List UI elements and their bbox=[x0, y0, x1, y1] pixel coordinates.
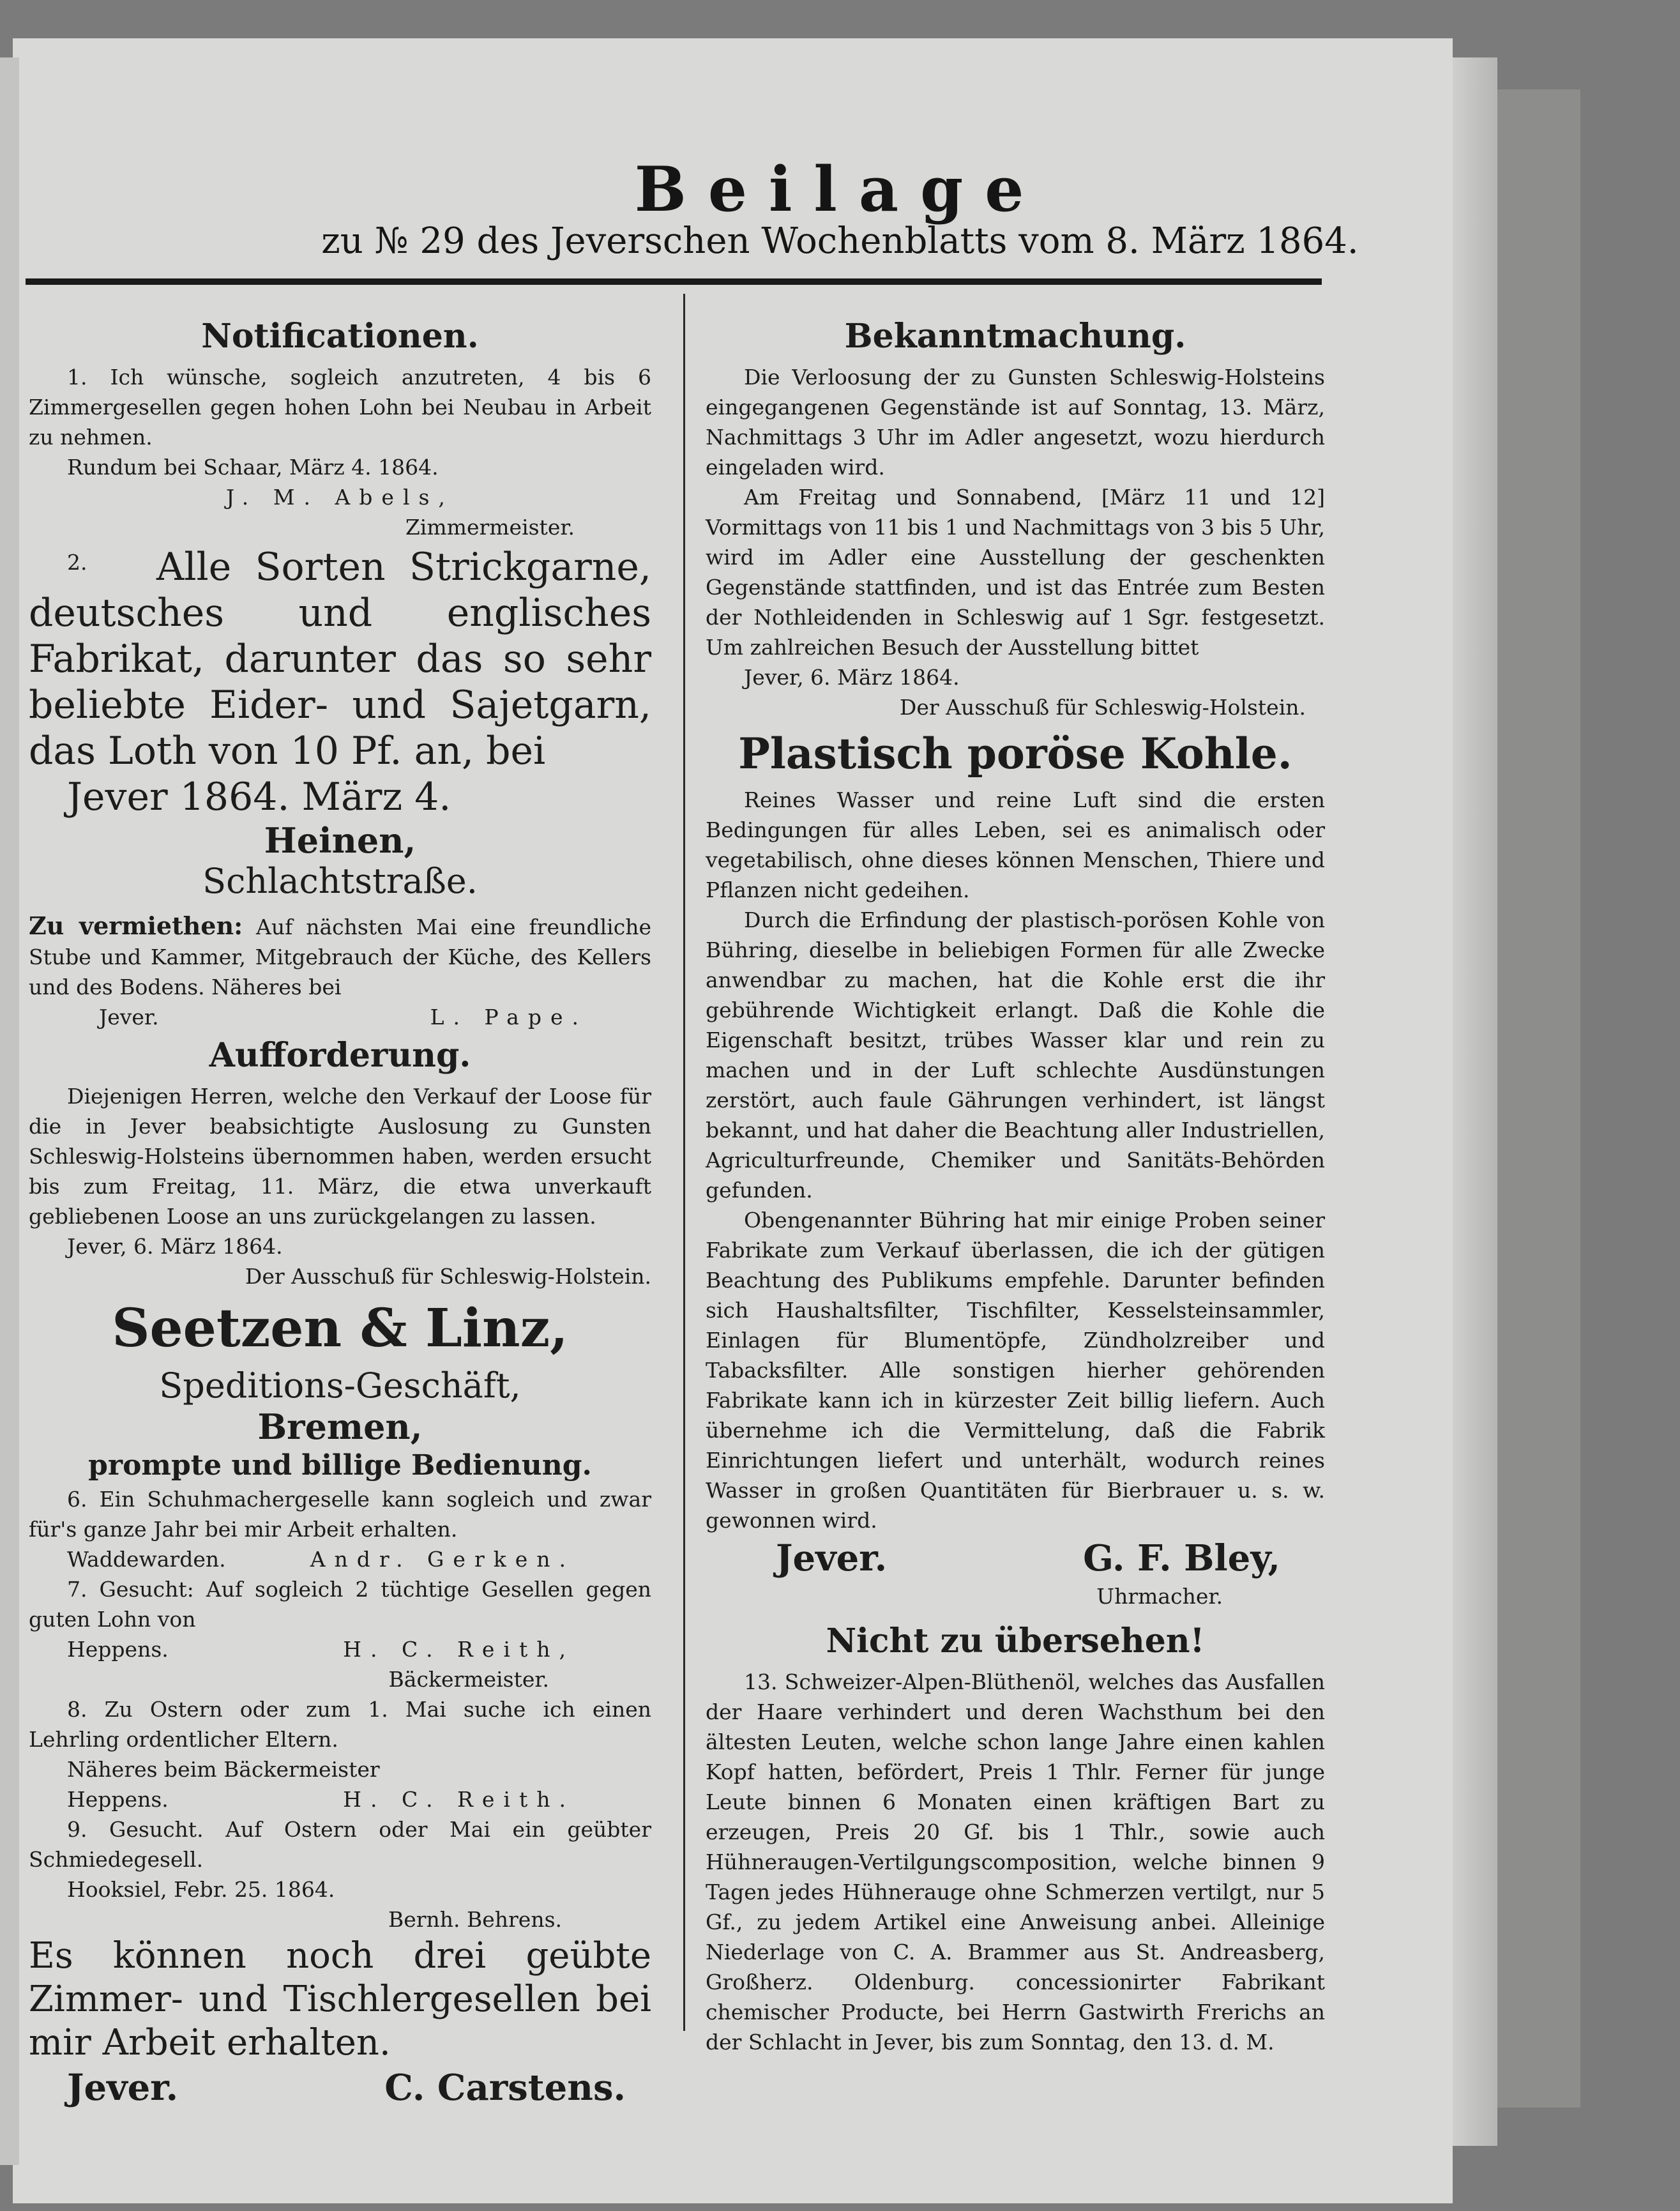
aufforderung-date: Jever, 6. März 1864. bbox=[67, 1234, 283, 1259]
notice-2-text: Alle Sorten Strickgarne, deutsches und englisches Fabrikat, darunter das so sehr beliebte Eider- und Sajetgarn, das Loth von 10 Pf. an, bei bbox=[29, 545, 651, 773]
page-subtitle: zu № 29 des Jeverschen Wochenblatts vom 8. März 1864. bbox=[321, 220, 1359, 262]
carpenters-place: Jever. bbox=[67, 2067, 179, 2109]
kohle-heading: Plastisch poröse Kohle. bbox=[738, 729, 1292, 779]
notice-8-name: H. C. Reith. bbox=[343, 1787, 575, 1812]
notice-2-street: Schlachtstraße. bbox=[202, 861, 478, 901]
bekanntmachung-p1: Die Verloosung der zu Gunsten Schleswig-Holsteins eingegangenen Gegenstände ist auf Sonntag, 13. März, Nachmittags 3 Uhr im Adler angesetzt, wozu hierdurch eingeladen wird. bbox=[706, 365, 1325, 480]
notice-13-text: 13. Schweizer-Alpen-Blüthenöl, welches das Ausfallen der Haare verhindert und deren Wachsthum bei den ältesten Leuten, welche schon lange Jahre einen kahlen Kopf hatten, befördert, Preis 1 Thlr. Ferner für junge Leute binnen 6 Monaten einen kräftigen Bart zu erzeugen, Preis 20 Gf. bis 1 Thlr., sowie auch Hühneraugen-Vertilgungscomposition, welche binnen 9 Tagen jedes Hühnerauge ohne Schmerzen vertilgt, nur 5 Gf., zu jedem Artikel eine Anweisung anbei. Alleinige Niederlage von C. A. Brammer aus St. Andreasberg, Großherz. Oldenburg. concessionirter Fabrikant chemischer Producte, bei Herrn Gastwirth Frerichs an der Schlacht in Jever, bis zum Sonntag, den 13. d. M. bbox=[706, 1669, 1325, 2055]
bekanntmachung-heading: Bekanntmachung. bbox=[844, 317, 1186, 356]
notice-1-role: Zimmermeister. bbox=[405, 515, 575, 540]
notice-6-text: 6. Ein Schuhmachergeselle kann sogleich und zwar für's ganze Jahr bei mir Arbeit erhalten. bbox=[29, 1487, 651, 1542]
kohle-p2: Durch die Erfindung der plastisch-porösen Kohle von Bühring, dieselbe in beliebigen Formen für alle Zwecke anwendbar zu machen, hat die Kohle erst die ihr gebührende Wichtigkeit erlangt. Daß die Kohle die Eigenschaft besitzt, trübes Wasser klar und rein zu machen und in der Luft schlechte Ausdünstungen zerstört, auch faule Gährungen verhindert, ist längst bekannt, und hat daher die Beachtung aller Industriellen, Agriculturfreunde, Chemiker und Sanitäts-Behörden gefunden. bbox=[706, 908, 1325, 1203]
bekanntmachung-sign: Der Ausschuß für Schleswig-Holstein. bbox=[899, 695, 1306, 720]
notifications-heading: Notificationen. bbox=[201, 317, 479, 356]
bekanntmachung-p2: Am Freitag und Sonnabend, [März 11 und 12] Vormittags von 11 bis 1 und Nachmittags von 3 bis 5 Uhr, wird im Adler eine Ausstellung der geschenkten Gegenstände stattfinden, und ist das Entrée zum Besten der Nothleidenden in Schleswig auf 1 Sgr. festgesetzt. Um zahlreichen Besuch der Ausstellung bittet bbox=[706, 485, 1325, 660]
aufforderung-heading: Aufforderung. bbox=[209, 1036, 471, 1075]
firm-city: Bremen, bbox=[257, 1406, 423, 1447]
book-edge bbox=[1453, 57, 1497, 2146]
notice-9-name: Bernh. Behrens. bbox=[388, 1907, 562, 1932]
header-rule bbox=[26, 278, 1322, 285]
column-divider bbox=[683, 294, 685, 2031]
right-column bbox=[706, 313, 1325, 2057]
bekanntmachung-date: Jever, 6. März 1864. bbox=[744, 665, 960, 690]
kohle-p1: Reines Wasser und reine Luft sind die ersten Bedingungen für alles Leben, sei es animalisch oder vegetabilisch, ohne dieses können Menschen, Thiere und Pflanzen nicht gedeihen. bbox=[706, 787, 1325, 902]
left-column bbox=[29, 313, 651, 2111]
previous-page-edge bbox=[0, 57, 19, 2165]
notice-2-number: 2. bbox=[67, 550, 87, 575]
notice-2-date: Jever 1864. März 4. bbox=[67, 775, 451, 819]
notice-7-role: Bäckermeister. bbox=[388, 1667, 549, 1692]
notice-2-name: Heinen, bbox=[264, 820, 416, 861]
notice-7-name: H. C. Reith, bbox=[343, 1637, 575, 1662]
notice-1-name: J. M. Abels, bbox=[226, 485, 454, 510]
notice-9-date: Hooksiel, Febr. 25. 1864. bbox=[67, 1877, 335, 1902]
notice-1-place: Rundum bei Schaar, März 4. 1864. bbox=[67, 455, 439, 480]
kohle-p3: Obengenannter Bühring hat mir einige Proben seiner Fabrikate zum Verkauf überlassen, die ich der gütigen Beachtung des Publikums empfehle. Darunter befinden sich Haushaltsfilter, Tischfilter, Kesselsteinsammler, Einlagen für Blumentöpfe, Zündholzreiber und Tabacksfilter. Alle sonstigen hierher gehörenden Fabrikate kann ich in kürzester Zeit billig liefern. Auch übernehme ich die Vermittelung, daß die Fabrik Einrichtungen liefert und unterhält, wodurch reines Wasser in großen Quantitäten für Bierbrauer u. s. w. gewonnen wird. bbox=[706, 1208, 1325, 1533]
carpenters-text: Es können noch drei geübte Zimmer- und Tischlergesellen bei mir Arbeit erhalten. bbox=[29, 1935, 651, 2063]
notice-7-place: Heppens. bbox=[67, 1637, 169, 1662]
firm-slogan: prompte und billige Bedienung. bbox=[88, 1449, 592, 1482]
rent-place: Jever. bbox=[99, 1005, 159, 1030]
book-binding bbox=[1497, 89, 1580, 2108]
notice-8-place: Heppens. bbox=[67, 1787, 169, 1812]
notice-9-text: 9. Gesucht. Auf Ostern oder Mai ein geübter Schmiedegesell. bbox=[29, 1817, 651, 1872]
notice-7-text: 7. Gesucht: Auf sogleich 2 tüchtige Gesellen gegen guten Lohn von bbox=[29, 1577, 651, 1632]
nicht-heading: Nicht zu übersehen! bbox=[826, 1622, 1205, 1660]
carpenters-name: C. Carstens. bbox=[384, 2067, 626, 2109]
rent-lead: Zu vermiethen: bbox=[29, 911, 243, 940]
notice-6-name: Andr. Gerken. bbox=[310, 1547, 575, 1572]
aufforderung-text: Diejenigen Herren, welche den Verkauf der Loose für die in Jever beabsichtigte Auslosung zu Gunsten Schleswig-Holsteins übernommen haben, werden ersucht bis zum Freitag, 11. März, die etwa unverkauft gebliebenen Loose an uns zurückgelangen zu lassen. bbox=[29, 1084, 651, 1229]
kohle-name: G. F. Bley, bbox=[1083, 1537, 1280, 1579]
aufforderung-sign: Der Ausschuß für Schleswig-Holstein. bbox=[245, 1264, 651, 1289]
notice-8-more: Näheres beim Bäckermeister bbox=[67, 1757, 380, 1782]
kohle-place: Jever. bbox=[776, 1537, 888, 1579]
kohle-role: Uhrmacher. bbox=[1096, 1584, 1223, 1609]
notice-6-place: Waddewarden. bbox=[67, 1547, 226, 1572]
notice-8-text: 8. Zu Ostern oder zum 1. Mai suche ich einen Lehrling ordentlicher Eltern. bbox=[29, 1697, 651, 1752]
firm-name: Seetzen & Linz, bbox=[112, 1298, 568, 1359]
firm-type: Speditions-Geschäft, bbox=[159, 1365, 521, 1406]
rent-name: L. Pape. bbox=[430, 1005, 587, 1030]
page-title: Beilage bbox=[634, 153, 1046, 225]
notice-1-text: 1. Ich wünsche, sogleich anzutreten, 4 bis 6 Zimmergesellen gegen hohen Lohn bei Neubau in Arbeit zu nehmen. bbox=[29, 365, 651, 450]
rent-text: Auf nächsten Mai eine freundliche Stube und Kammer, Mitgebrauch der Küche, des Kellers und des Bodens. Näheres bei bbox=[29, 915, 651, 999]
